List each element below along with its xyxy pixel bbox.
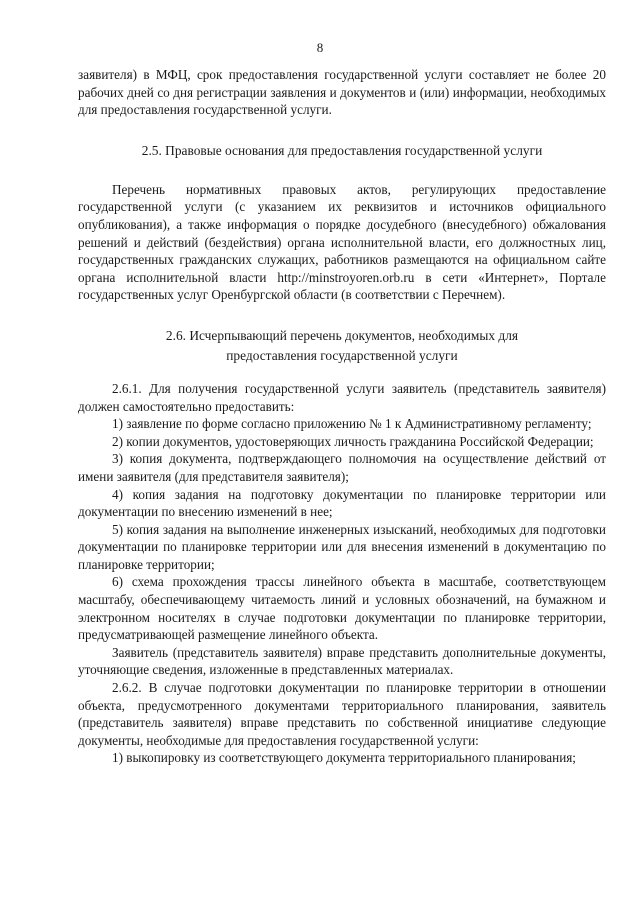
paragraph-2-6-2: 2.6.2. В случае подготовки документации по планировке территории в отношении объекта, предусмотренного документами территориального планирования, заявитель (представитель заявителя) вправе представить по собственной инициативе следующие документы, необходимые для предоставления государственной услуги: [78,680,606,748]
paragraph-2-6-1: 2.6.1. Для получения государственной услуги заявитель (представитель заявителя) должен самостоятельно предоставить: [78,380,606,414]
list-item-4: 4) копия задания на подготовку документации по планировке территории или документации по внесению изменений в нее; [78,486,606,520]
paragraph-continuation: заявителя) в МФЦ, срок предоставления государственной услуги составляет не более 20 рабочих дней со дня регистрации заявления и документов и (или) информации, необходимых для предоставления государственной услуги. [78,67,606,118]
list-item-6: 6) схема прохождения трассы линейного объекта в масштабе, соответствующем масштабу, обеспечивающему читаемость линий и условных обозначений, на бумажном и электронном носителях в случае подготовки документации по планировке территории, предусматривающей размещение линейного объекта. [78,574,606,643]
list-item-5: 5) копия задания на выполнение инженерных изысканий, необходимых для подготовки документации по планировке территории или для внесения изменений в документацию по планировке территории; [78,521,606,572]
page-number: 8 [316,40,324,55]
list-item-1: 1) заявление по форме согласно приложению № 1 к Административному регламенту; [112,416,592,432]
list-item-3: 3) копия документа, подтверждающего полномочия на осуществление действий от имени заявителя (для представителя заявителя); [78,451,606,484]
list-item-2: 2) копии документов, удостоверяющих личность гражданина Российской Федерации; [112,433,594,449]
document-body [78,66,606,767]
section-heading-2-6-line1: 2.6. Исчерпывающий перечень документов, необходимых для [165,327,519,343]
section-heading-2-6-line2: предоставления государственной услуги [226,347,458,363]
list-item-b1: 1) выкопировку из соответствующего документа территориального планирования; [112,750,576,766]
paragraph-additional-documents: Заявитель (представитель заявителя) вправе представить дополнительные документы, уточняющие сведения, изложенные в представленных материалах. [78,644,606,678]
paragraph-2-5: Перечень нормативных правовых актов, регулирующих предоставление государственной услуги (с указанием их реквизитов и источников официального опубликования), а также информация о порядке досудебного (внесудебного) обжалования решений и действий (бездействия) органа исполнительной власти, его должностных лиц, государственных гражданских служащих, работников размещаются на официальном сайте органа исполнительной власти http://minstroyoren.orb.ru в сети «Интернет», Портале государственных услуг Оренбургской области (в соответствии с Перечнем). [78,181,606,303]
section-heading-2-6 [78,326,606,366]
section-heading-2-5: 2.5. Правовые основания для предоставления государственной услуги [141,142,543,158]
